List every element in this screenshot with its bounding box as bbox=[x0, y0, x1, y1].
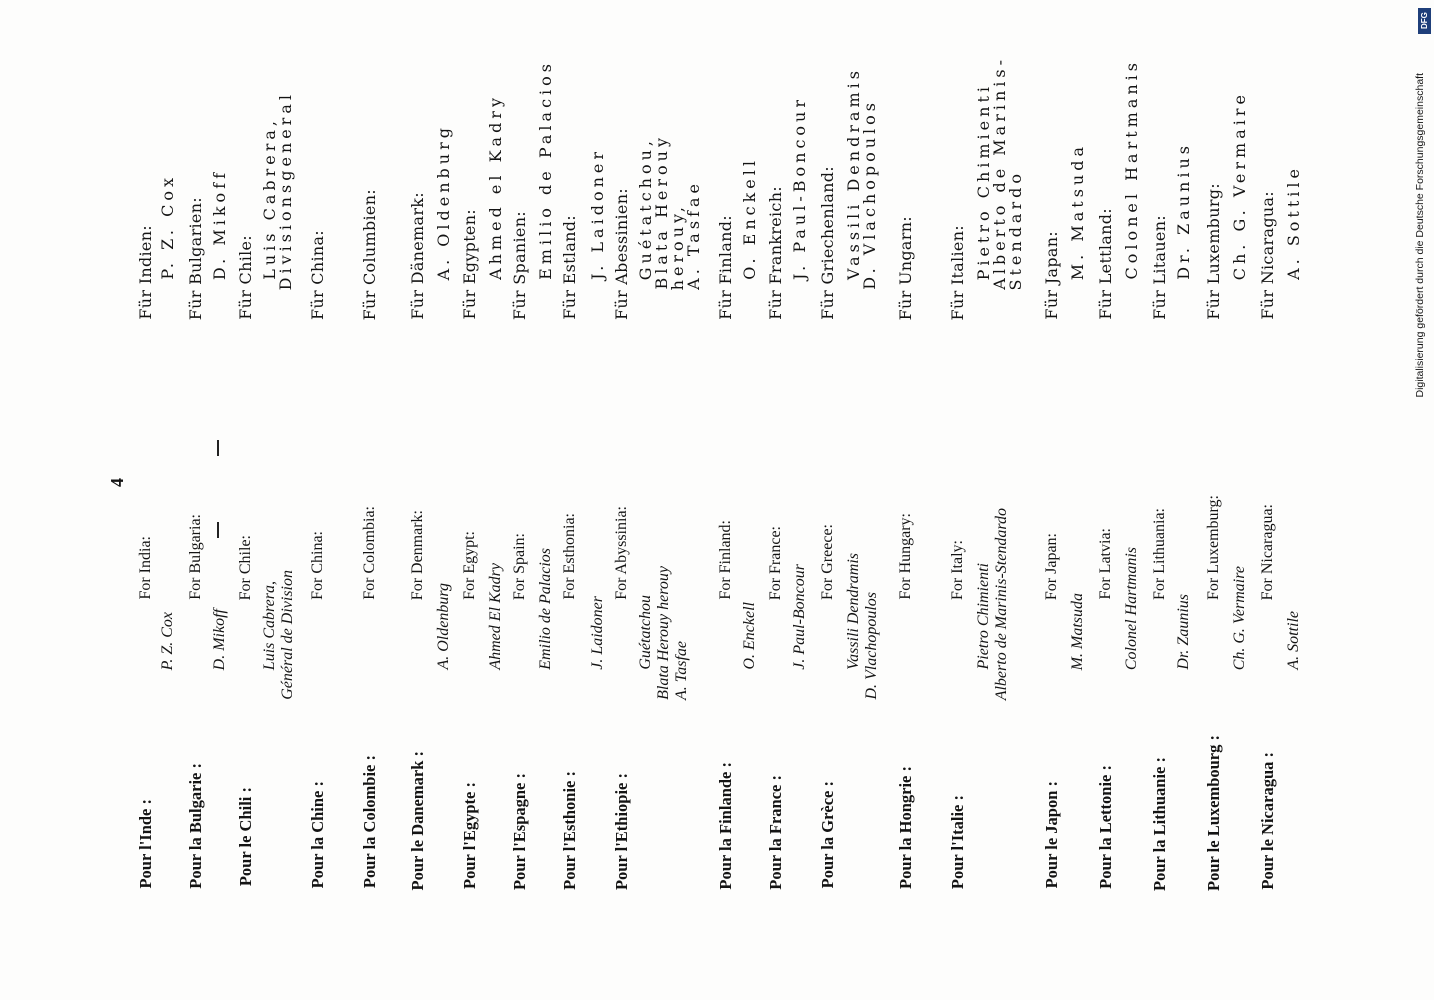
margin-note-text: Digitalisierung gefördert durch die Deutsche Forschungsgemeinschaft bbox=[1414, 73, 1426, 398]
english-country-label: For Hungary: bbox=[897, 513, 914, 600]
english-signatory-name: Colonel Hartmanis bbox=[1123, 546, 1140, 670]
french-country-label: Pour la Lettonie : bbox=[1096, 764, 1115, 889]
german-signatory-name: O. Enckell bbox=[740, 157, 759, 280]
english-signatory-name: A. Oldenburg bbox=[435, 583, 452, 670]
page-number-digit: 4 bbox=[107, 478, 127, 487]
german-signatory-name: Ahmed el Kadry bbox=[486, 94, 505, 280]
german-country-label: Für Italien: bbox=[948, 224, 967, 320]
german-country-label: Für Lettland: bbox=[1096, 208, 1115, 320]
english-country-label: For Italy: bbox=[949, 540, 966, 600]
page-number-dash-top bbox=[217, 440, 219, 456]
german-signatory-name: J. Paul-Boncour bbox=[790, 96, 809, 280]
german-country-label: Für Ungarn: bbox=[896, 215, 915, 320]
english-country-label: For Colombia: bbox=[361, 506, 378, 600]
english-country-label: For India: bbox=[137, 536, 154, 600]
french-country-label: Pour la France : bbox=[766, 775, 785, 890]
german-country-label: Für Nicaragua: bbox=[1258, 191, 1277, 320]
german-country-label: Für Griechenland: bbox=[818, 166, 837, 320]
english-country-label: For Greece: bbox=[819, 524, 836, 600]
english-country-label: For Spain: bbox=[511, 532, 528, 600]
german-signatory-name: J. Laidoner bbox=[588, 148, 607, 280]
english-signatory-name: Emilio de Palacios bbox=[537, 548, 554, 670]
french-country-label: Pour le Luxembourg : bbox=[1204, 735, 1223, 892]
page-number-dash-bottom bbox=[217, 522, 219, 538]
english-country-label: For Japan: bbox=[1043, 532, 1060, 600]
german-signatory-name: Dr. Zaunius bbox=[1174, 142, 1193, 280]
german-country-label: Für Egypten: bbox=[460, 209, 479, 320]
english-signatory-name: M. Matsuda bbox=[1069, 592, 1086, 670]
english-signatory-name: D. Vlachopoulos bbox=[863, 592, 880, 700]
german-signatory-name: D. Vlachopoulos bbox=[860, 99, 879, 290]
german-country-label: Für Finland: bbox=[716, 215, 735, 320]
german-signatory-name: P. Z. Cox bbox=[158, 174, 177, 280]
german-country-label: Für Dänemark: bbox=[408, 192, 427, 320]
german-country-label: Für Frankreich: bbox=[766, 186, 785, 320]
french-country-label: Pour le Danemark : bbox=[408, 751, 427, 891]
german-country-label: Für China: bbox=[308, 229, 327, 320]
german-signatory-name: Guétatchou, bbox=[636, 136, 655, 280]
german-signatory-name: A. Oldenburg bbox=[434, 123, 453, 280]
french-country-label: Pour l'Egypte : bbox=[460, 781, 479, 889]
german-signatory-name: Luis Cabrera, bbox=[260, 117, 279, 280]
english-country-label: For Bulgaria: bbox=[187, 514, 204, 600]
german-country-label: Für Luxemburg: bbox=[1204, 183, 1223, 320]
english-signatory-name: J. Paul-Boncour bbox=[791, 564, 808, 670]
french-country-label: Pour la Grèce : bbox=[818, 780, 837, 888]
french-country-label: Pour la Colombie : bbox=[360, 754, 379, 888]
english-signatory-name: Luis Cabrera, bbox=[261, 580, 278, 670]
margin-note bbox=[1414, 8, 1430, 398]
german-country-label: Für Japan: bbox=[1042, 231, 1061, 320]
english-signatory-name: O. Enckell bbox=[741, 602, 758, 670]
german-country-label: Für Estland: bbox=[560, 215, 579, 320]
german-signatory-name: A. Sottile bbox=[1284, 165, 1303, 280]
page-number bbox=[104, 440, 127, 540]
english-signatory-name: Dr. Zaunius bbox=[1175, 594, 1192, 670]
english-signatory-name: A. Tasfae bbox=[673, 641, 690, 700]
french-country-label: Pour la Chine : bbox=[308, 780, 327, 888]
french-country-label: Pour l'Ethiopie : bbox=[612, 772, 631, 890]
german-country-label: Für Abessinien: bbox=[612, 187, 631, 320]
german-signatory-name: herouy, bbox=[668, 202, 687, 290]
french-country-label: Pour l'Esthonie : bbox=[560, 770, 579, 890]
french-country-label: Pour la Lithuanie : bbox=[1150, 756, 1169, 891]
english-country-label: For Latvia: bbox=[1097, 528, 1114, 600]
german-signatory-name: Blata Herouy bbox=[652, 134, 671, 290]
french-country-label: Pour le Japon : bbox=[1042, 781, 1061, 889]
french-country-label: Pour la Finlande : bbox=[716, 762, 735, 890]
german-country-label: Für Chile: bbox=[236, 235, 255, 320]
english-signatory-name: Blata Herouy herouy bbox=[655, 566, 672, 700]
dfg-logo: DFG bbox=[1418, 8, 1431, 34]
english-country-label: For Abyssinia: bbox=[613, 506, 630, 600]
english-signatory-name: Général de Division bbox=[279, 570, 296, 700]
english-country-label: For Denmark: bbox=[409, 509, 426, 600]
german-country-label: Für Spanien: bbox=[510, 210, 529, 320]
english-signatory-name: D. Mikoff bbox=[211, 608, 228, 670]
french-country-label: Pour l'Inde : bbox=[136, 799, 155, 889]
english-signatory-name: P. Z. Cox bbox=[159, 611, 176, 670]
french-country-label: Pour la Hongrie : bbox=[896, 765, 915, 889]
german-signatory-name: Alberto de Marinis- bbox=[990, 56, 1009, 290]
german-country-label: Für Indien: bbox=[136, 225, 155, 320]
german-signatory-name: Vassili Dendramis bbox=[844, 66, 863, 280]
english-signatory-name: Guétatchou bbox=[637, 595, 654, 670]
german-country-label: Für Litauen: bbox=[1150, 215, 1169, 320]
german-signatory-name: Stendardo bbox=[1006, 169, 1025, 290]
german-signatory-name: Emilio de Palacios bbox=[536, 60, 555, 280]
french-country-label: Pour le Chili : bbox=[236, 786, 255, 887]
german-signatory-name: Ch. G. Vermaire bbox=[1230, 90, 1249, 280]
german-country-label: Für Bulgarien: bbox=[186, 196, 205, 320]
german-signatory-name: Colonel Hartmanis bbox=[1122, 59, 1141, 280]
english-country-label: For Luxemburg: bbox=[1205, 494, 1222, 600]
english-signatory-name: Vassili Dendramis bbox=[845, 553, 862, 670]
english-country-label: For Lithuania: bbox=[1151, 508, 1168, 600]
english-country-label: For Chile: bbox=[237, 534, 254, 600]
english-signatory-name: Alberto de Marinis-Stendardo bbox=[993, 507, 1010, 700]
german-signatory-name: Divisionsgeneral bbox=[276, 90, 295, 290]
french-country-label: Pour l'Espagne : bbox=[510, 772, 529, 890]
german-signatory-name: D. Mikoff bbox=[210, 168, 229, 280]
english-signatory-name: J. Laidoner bbox=[589, 596, 606, 670]
german-signatory-name: A. Tasfae bbox=[684, 180, 703, 290]
english-country-label: For France: bbox=[767, 525, 784, 600]
french-country-label: Pour le Nicaragua : bbox=[1258, 752, 1277, 890]
german-country-label: Für Columbien: bbox=[360, 188, 379, 320]
german-signatory-name: M. Matsuda bbox=[1068, 142, 1087, 280]
english-country-label: For Finland: bbox=[717, 520, 734, 600]
english-signatory-name: Ch. G. Vermaire bbox=[1231, 565, 1248, 670]
english-country-label: For China: bbox=[309, 531, 326, 600]
english-country-label: For Esthonia: bbox=[561, 513, 578, 600]
german-signatory-name: Pietro Chimienti bbox=[974, 82, 993, 280]
english-country-label: For Egypt: bbox=[461, 531, 478, 600]
english-signatory-name: Ahmed El Kadry bbox=[487, 563, 504, 670]
french-country-label: Pour l'Italie : bbox=[948, 794, 967, 889]
french-country-label: Pour la Bulgarie : bbox=[186, 763, 205, 889]
english-signatory-name: Pietro Chimienti bbox=[975, 563, 992, 670]
english-country-label: For Nicaragua: bbox=[1259, 503, 1276, 600]
english-signatory-name: A. Sottile bbox=[1285, 611, 1302, 670]
